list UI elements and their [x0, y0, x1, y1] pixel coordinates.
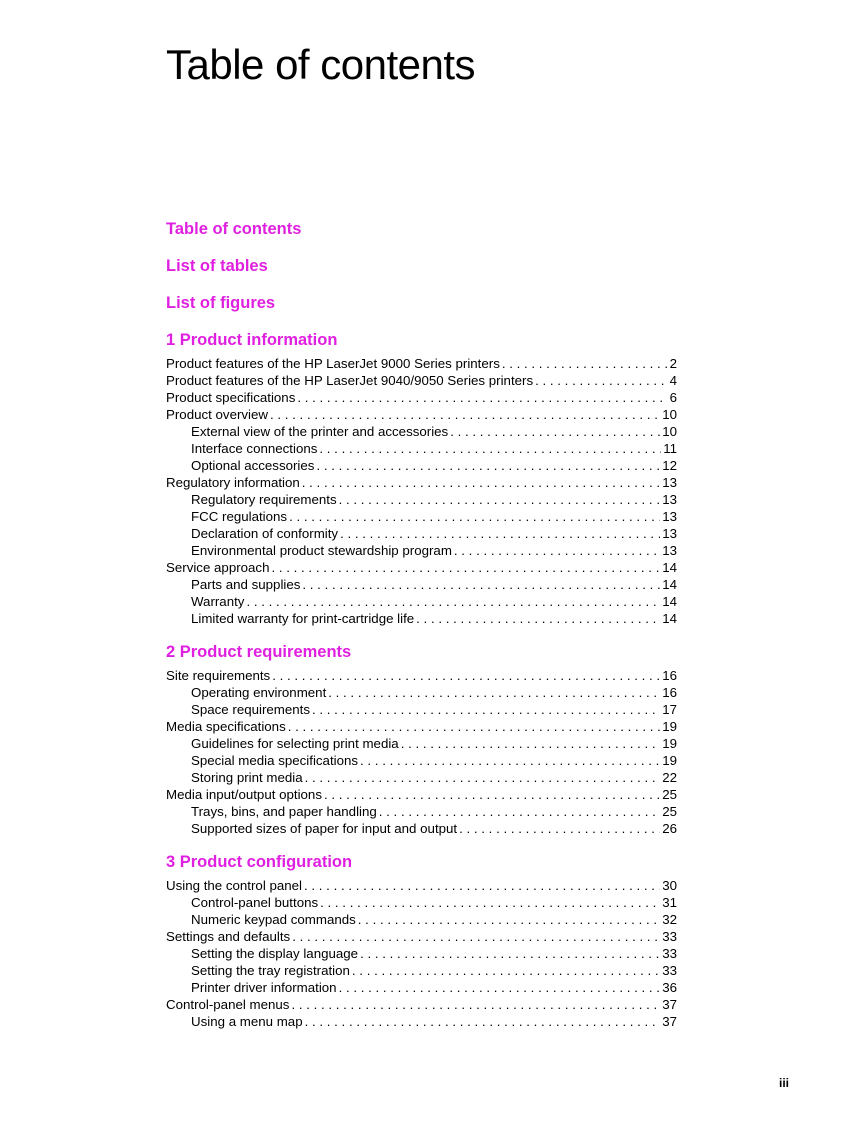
toc-entry[interactable]: [166, 701, 677, 718]
toc-entry-title: Product features of the HP LaserJet 9040/9050 Series printers: [166, 373, 534, 388]
dot-leader: [271, 559, 660, 576]
dot-leader: [288, 718, 660, 735]
toc-entry-page: 13: [662, 526, 677, 541]
toc-entry-page: 30: [662, 878, 677, 893]
dot-leader: [379, 803, 660, 820]
toc-entry-page: 37: [662, 1014, 677, 1029]
dot-leader: [246, 593, 660, 610]
dot-leader: [304, 877, 660, 894]
toc-entry-title: Control-panel menus: [166, 997, 290, 1012]
toc-entry-page: 6: [669, 390, 677, 405]
toc-entry[interactable]: [166, 355, 677, 372]
toc-entry-page: 12: [662, 458, 677, 473]
dot-leader: [302, 576, 660, 593]
toc-entry-page: 16: [662, 685, 677, 700]
toc-entry-title: Settings and defaults: [166, 929, 291, 944]
toc-entry[interactable]: [166, 979, 677, 996]
toc-entry-page: 13: [662, 509, 677, 524]
toc-entry-page: 37: [662, 997, 677, 1012]
toc-entry[interactable]: [166, 1013, 677, 1030]
toc-entry[interactable]: [166, 389, 677, 406]
dot-leader: [502, 355, 668, 372]
toc-entry[interactable]: [166, 508, 677, 525]
toc-entry[interactable]: [166, 559, 677, 576]
dot-leader: [416, 610, 660, 627]
toc-entry-title: Printer driver information: [191, 980, 337, 995]
toc-entry-page: 26: [662, 821, 677, 836]
toc-entry[interactable]: [166, 894, 677, 911]
toc-entry-title: Media specifications: [166, 719, 286, 734]
dot-leader: [320, 894, 660, 911]
toc-entry-title: Declaration of conformity: [191, 526, 339, 541]
toc-entry[interactable]: [166, 525, 677, 542]
toc-entry-page: 32: [662, 912, 677, 927]
toc-entry-page: 25: [662, 787, 677, 802]
dot-leader: [339, 491, 661, 508]
toc-entry-title: Limited warranty for print-cartridge life: [191, 611, 415, 626]
toc-entry-title: Service approach: [166, 560, 270, 575]
dot-leader: [339, 979, 661, 996]
toc-entry-title: Warranty: [191, 594, 245, 609]
toc-entry[interactable]: [166, 752, 677, 769]
toc-entry[interactable]: [166, 667, 677, 684]
toc-entry-title: Environmental product stewardship program: [191, 543, 452, 558]
dot-leader: [328, 684, 660, 701]
toc-entry-title: Product specifications: [166, 390, 296, 405]
dot-leader: [459, 820, 660, 837]
toc-entry-title: Media input/output options: [166, 787, 322, 802]
toc-entry-page: 13: [662, 543, 677, 558]
dot-leader: [302, 474, 660, 491]
toc-entry[interactable]: [166, 440, 677, 457]
toc-entry[interactable]: [166, 610, 677, 627]
toc-entry-page: 19: [662, 719, 677, 734]
toc-entry[interactable]: [166, 684, 677, 701]
toc-entry-title: Regulatory information: [166, 475, 300, 490]
toc-entry-title: Storing print media: [191, 770, 303, 785]
page-number: iii: [779, 1076, 790, 1090]
dot-leader: [535, 372, 667, 389]
toc-entry[interactable]: [166, 820, 677, 837]
toc-entry[interactable]: [166, 996, 677, 1013]
dot-leader: [292, 928, 660, 945]
toc-entry-title: Supported sizes of paper for input and output: [191, 821, 458, 836]
toc-entry-title: Site requirements: [166, 668, 271, 683]
toc-entry-title: Using a menu map: [191, 1014, 303, 1029]
toc-link-list-of-tables[interactable]: List of tables: [166, 257, 268, 275]
dot-leader: [340, 525, 660, 542]
toc-entry-title: Control-panel buttons: [191, 895, 319, 910]
toc-entry[interactable]: [166, 945, 677, 962]
toc-entry-page: 11: [663, 441, 677, 456]
toc-entry-title: Space requirements: [191, 702, 310, 717]
dot-leader: [352, 962, 660, 979]
toc-chapter-heading[interactable]: 3 Product configuration: [166, 853, 353, 871]
dot-leader: [316, 457, 660, 474]
toc-entry[interactable]: [166, 423, 677, 440]
toc-entry[interactable]: [166, 718, 677, 735]
toc-entry[interactable]: [166, 406, 677, 423]
toc-entry[interactable]: [166, 372, 677, 389]
toc-entry-title: Trays, bins, and paper handling: [191, 804, 377, 819]
table-of-contents: [166, 217, 677, 1030]
dot-leader: [289, 508, 660, 525]
toc-entry[interactable]: [166, 911, 677, 928]
toc-entry-page: 14: [662, 577, 677, 592]
toc-entry-page: 13: [662, 492, 677, 507]
toc-entry-page: 16: [662, 668, 677, 683]
toc-entry-title: Numeric keypad commands: [191, 912, 356, 927]
toc-entry-page: 10: [662, 424, 677, 439]
toc-chapters: [166, 328, 677, 1030]
toc-entry[interactable]: [166, 962, 677, 979]
dot-leader: [297, 389, 667, 406]
dot-leader: [270, 406, 660, 423]
toc-entry-page: 36: [662, 980, 677, 995]
toc-entry-page: 10: [662, 407, 677, 422]
toc-entry-title: Product features of the HP LaserJet 9000 Series printers: [166, 356, 500, 371]
toc-entry-page: 13: [662, 475, 677, 490]
toc-entry-page: 25: [662, 804, 677, 819]
toc-entry-page: 31: [662, 895, 677, 910]
toc-entry-page: 4: [669, 373, 677, 388]
toc-entry-title: Parts and supplies: [191, 577, 301, 592]
toc-entry[interactable]: [166, 769, 677, 786]
toc-entry-title: FCC regulations: [191, 509, 288, 524]
toc-entry-title: Interface connections: [191, 441, 318, 456]
toc-entry[interactable]: [166, 735, 677, 752]
toc-entry-page: 33: [662, 963, 677, 978]
toc-entry[interactable]: [166, 576, 677, 593]
dot-leader: [324, 786, 660, 803]
dot-leader: [360, 945, 660, 962]
toc-entry[interactable]: [166, 474, 677, 491]
dot-leader: [305, 1013, 661, 1030]
dot-leader: [291, 996, 660, 1013]
page-title: Table of contents: [166, 41, 476, 88]
toc-entry-title: Special media specifications: [191, 753, 359, 768]
toc-entry-page: 2: [669, 356, 677, 371]
toc-entry-page: 14: [662, 611, 677, 626]
toc-entry[interactable]: [166, 542, 677, 559]
toc-entry[interactable]: [166, 457, 677, 474]
toc-chapter-heading[interactable]: 1 Product information: [166, 331, 338, 349]
toc-entry-page: 14: [662, 594, 677, 609]
toc-entry[interactable]: [166, 786, 677, 803]
toc-entry-title: Guidelines for selecting print media: [191, 736, 399, 751]
dot-leader: [319, 440, 661, 457]
toc-entry[interactable]: [166, 491, 677, 508]
toc-entry[interactable]: [166, 803, 677, 820]
dot-leader: [401, 735, 661, 752]
toc-chapter-heading[interactable]: 2 Product requirements: [166, 643, 352, 661]
toc-entry-title: Using the control panel: [166, 878, 303, 893]
toc-link-table-of-contents[interactable]: Table of contents: [166, 220, 302, 238]
toc-entry-page: 19: [662, 753, 677, 768]
toc-entry-page: 14: [662, 560, 677, 575]
toc-entry[interactable]: [166, 928, 677, 945]
dot-leader: [358, 911, 660, 928]
toc-entry-title: Setting the display language: [191, 946, 359, 961]
toc-entry-page: 33: [662, 946, 677, 961]
toc-entry-title: Operating environment: [191, 685, 327, 700]
toc-entry-page: 17: [662, 702, 677, 717]
dot-leader: [360, 752, 660, 769]
toc-entry[interactable]: [166, 877, 677, 894]
toc-entry-title: Product overview: [166, 407, 268, 422]
toc-link-list-of-figures[interactable]: List of figures: [166, 294, 276, 312]
toc-entry-title: Optional accessories: [191, 458, 315, 473]
dot-leader: [450, 423, 660, 440]
dot-leader: [454, 542, 660, 559]
toc-entry-title: Setting the tray registration: [191, 963, 350, 978]
dot-leader: [305, 769, 661, 786]
toc-entry-page: 33: [662, 929, 677, 944]
toc-entry-page: 22: [662, 770, 677, 785]
toc-entry[interactable]: [166, 593, 677, 610]
toc-entry-page: 19: [662, 736, 677, 751]
toc-entry-title: Regulatory requirements: [191, 492, 337, 507]
toc-entry-title: External view of the printer and accessories: [191, 424, 449, 439]
dot-leader: [312, 701, 660, 718]
dot-leader: [272, 667, 660, 684]
